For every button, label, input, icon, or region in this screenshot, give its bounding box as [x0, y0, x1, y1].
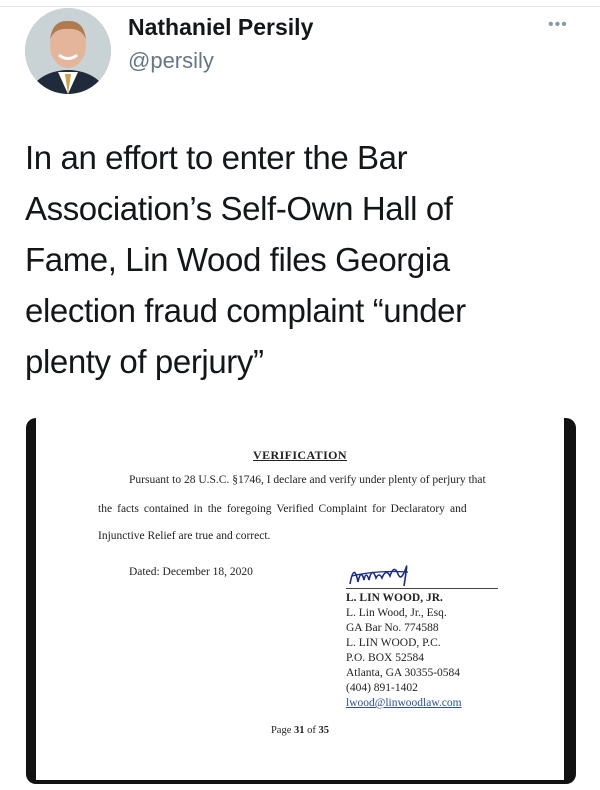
- author-handle[interactable]: @persily: [128, 48, 214, 73]
- page-of: of: [307, 725, 316, 736]
- tweet-text-line: plenty of perjury”: [25, 343, 264, 380]
- signer-name: L. Lin Wood, Jr., Esq.: [346, 607, 447, 619]
- page-label: Page: [270, 725, 292, 736]
- document-title: VERIFICATION: [253, 448, 347, 462]
- more-options-icon[interactable]: •••: [548, 16, 568, 33]
- page-number: [36, 725, 564, 736]
- signer-city: Atlanta, GA 30355-0584: [346, 667, 461, 679]
- avatar[interactable]: [25, 8, 111, 94]
- page-total: 35: [318, 725, 330, 736]
- signer-email-link[interactable]: lwood@linwoodlaw.com: [346, 697, 462, 709]
- signer-firm: L. LIN WOOD, P.C.: [346, 637, 441, 649]
- signer-phone: (404) 891-1402: [346, 682, 418, 694]
- top-divider: [0, 6, 600, 7]
- avatar-photo: [25, 8, 111, 94]
- document-body-line: Pursuant to 28 U.S.C. §1746, I declare and verify under plenty of perjury that: [129, 474, 486, 486]
- signer-bar-number: GA Bar No. 774588: [346, 622, 439, 634]
- page-current: 31: [294, 725, 305, 736]
- document-image[interactable]: [26, 418, 576, 784]
- tweet-text-line: Fame, Lin Wood files Georgia: [25, 241, 450, 278]
- signer-po-box: P.O. BOX 52584: [346, 652, 424, 664]
- signature-line: [346, 588, 498, 589]
- tweet-text-line: election fraud complaint “under: [25, 292, 466, 329]
- document-body-line: Injunctive Relief are true and correct.: [98, 530, 271, 542]
- tweet-text: [25, 132, 580, 387]
- tweet-text-line: In an effort to enter the Bar: [25, 139, 408, 176]
- signature-block: [346, 591, 462, 711]
- document-date: Dated: December 18, 2020: [129, 566, 253, 578]
- document-body-line: the facts contained in the foregoing Verified Complaint for Declaratory and: [98, 503, 467, 515]
- signature-image: [346, 556, 426, 592]
- signer-name-caps: L. LIN WOOD, JR.: [346, 592, 443, 604]
- author-name[interactable]: Nathaniel Persily: [128, 14, 314, 40]
- tweet-text-line: Association’s Self-Own Hall of: [25, 190, 453, 227]
- document-page: [36, 418, 564, 780]
